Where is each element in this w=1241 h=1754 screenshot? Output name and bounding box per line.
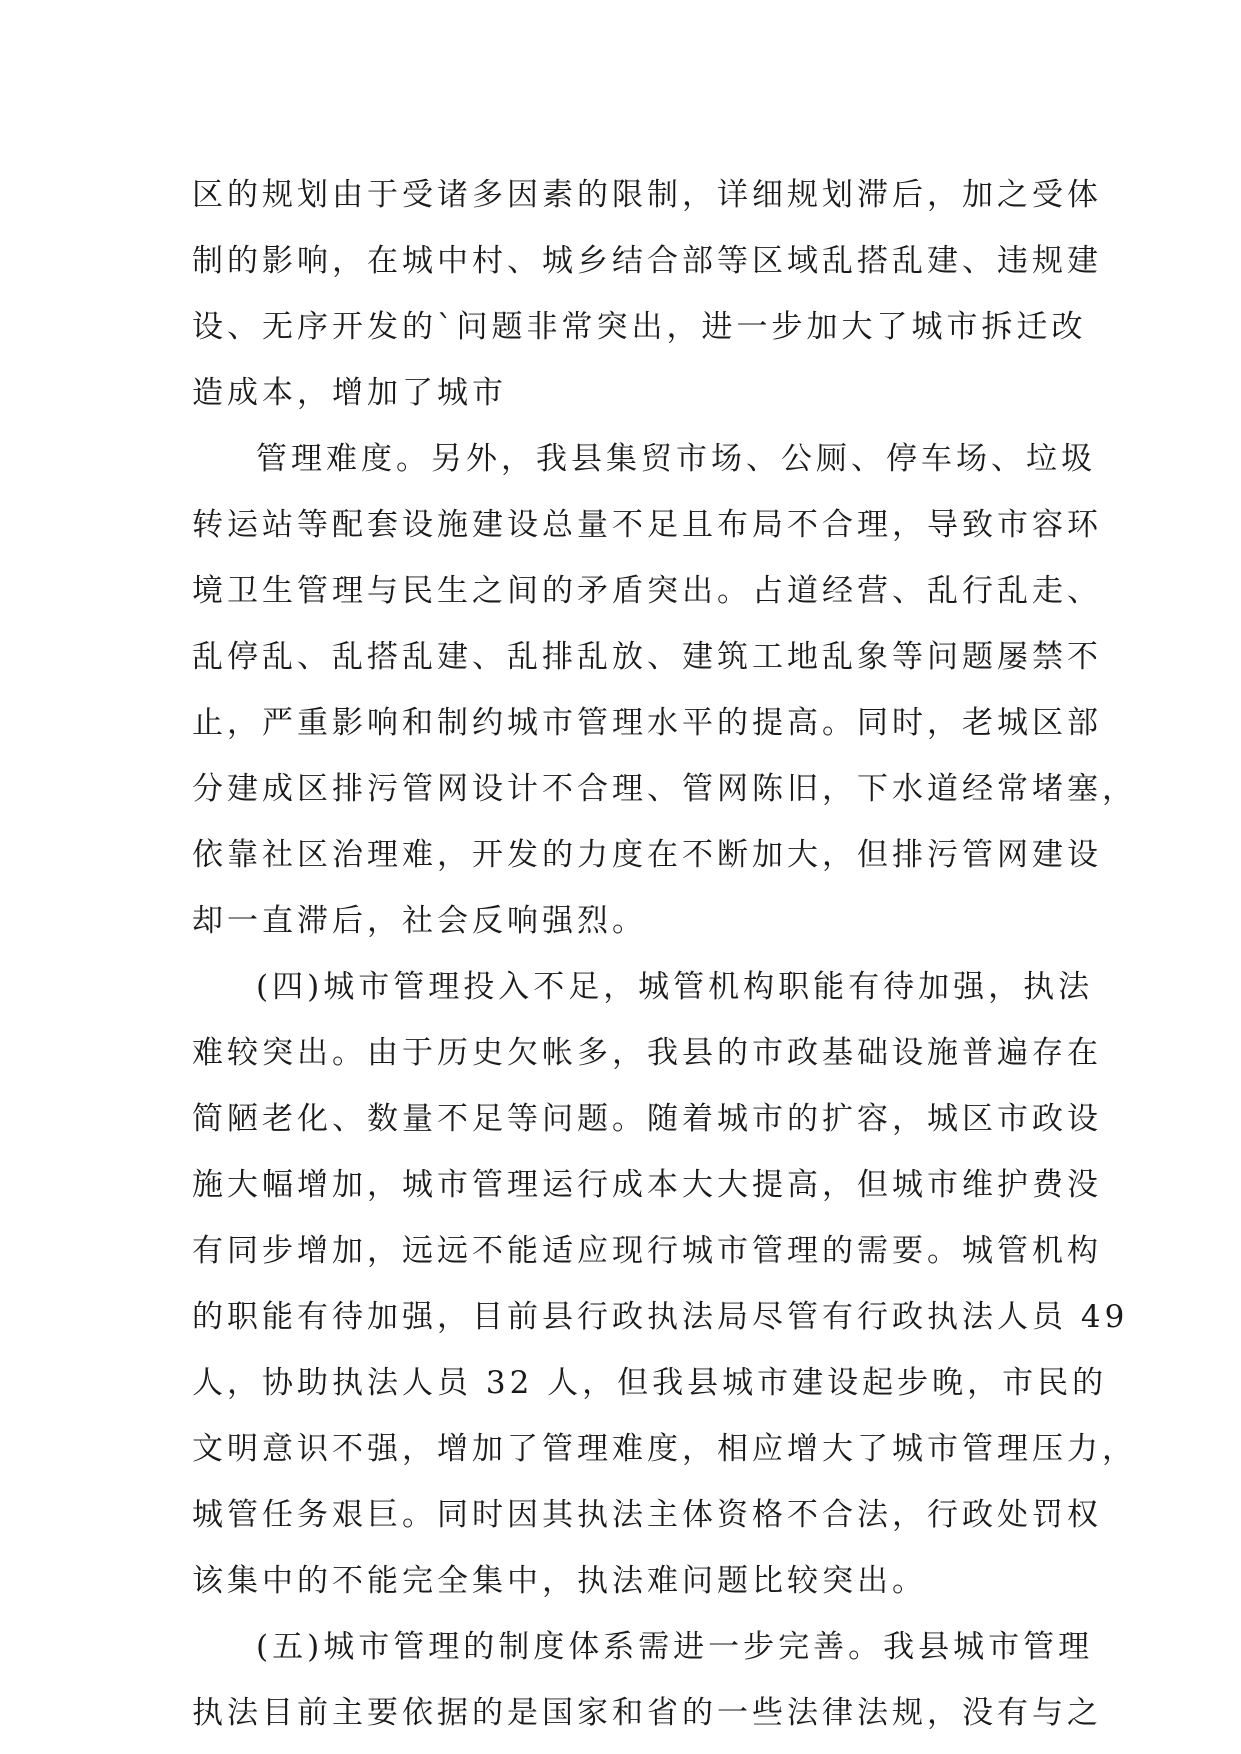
text-line: 造成本，增加了城市: [192, 375, 507, 411]
text-line: 施大幅增加，城市管理运行成本大大提高，但城市维护费没: [192, 1167, 1102, 1203]
text-line: 有同步增加，远远不能适应现行城市管理的需要。城管机构: [192, 1233, 1102, 1269]
paragraph-start-line: (四)城市管理投入不足，城管机构职能有待加强，执法: [256, 969, 1094, 1005]
text-line: 简陋老化、数量不足等问题。随着城市的扩容，城区市政设: [192, 1101, 1102, 1137]
document-body: [192, 162, 1137, 1746]
text-line: 执法目前主要依据的是国家和省的一些法律法规，没有与之: [192, 1695, 1102, 1731]
text-line: 转运站等配套设施建设总量不足且布局不合理，导致市容环: [192, 507, 1102, 543]
text-line: 难较突出。由于历史欠帐多，我县的市政基础设施普遍存在: [192, 1035, 1102, 1071]
text-line: 制的影响，在城中村、城乡结合部等区域乱搭乱建、违规建: [192, 243, 1102, 279]
text-line: 却一直滞后，社会反响强烈。: [192, 903, 647, 939]
paragraph-start-line: (五)城市管理的制度体系需进一步完善。我县城市管理: [256, 1629, 1094, 1665]
text-line: 乱停乱、乱搭乱建、乱排乱放、建筑工地乱象等问题屡禁不: [192, 639, 1102, 675]
text-line: 人，协助执法人员 32 人，但我县城市建设起步晚，市民的: [192, 1365, 1108, 1401]
text-line: 分建成区排污管网设计不合理、管网陈旧，下水道经常堵塞，: [192, 771, 1137, 807]
text-line: 区的规划由于受诸多因素的限制，详细规划滞后，加之受体: [192, 177, 1102, 213]
text-line: 依靠社区治理难，开发的力度在不断加大，但排污管网建设: [192, 837, 1102, 873]
text-line: 城管任务艰巨。同时因其执法主体资格不合法，行政处罚权: [192, 1497, 1102, 1533]
text-line: 文明意识不强，增加了管理难度，相应增大了城市管理压力，: [192, 1431, 1137, 1467]
text-line: 止，严重影响和制约城市管理水平的提高。同时，老城区部: [192, 705, 1102, 741]
text-line: 的职能有待加强，目前县行政执法局尽管有行政执法人员 49: [192, 1299, 1129, 1335]
text-line: 境卫生管理与民生之间的矛盾突出。占道经营、乱行乱走、: [192, 573, 1102, 609]
paragraph-start-line: 管理难度。另外，我县集贸市场、公厕、停车场、垃圾: [256, 441, 1096, 477]
text-line: 该集中的不能完全集中，执法难问题比较突出。: [192, 1563, 927, 1599]
text-line: 设、无序开发的`问题非常突出，进一步加大了城市拆迁改: [192, 309, 1087, 345]
